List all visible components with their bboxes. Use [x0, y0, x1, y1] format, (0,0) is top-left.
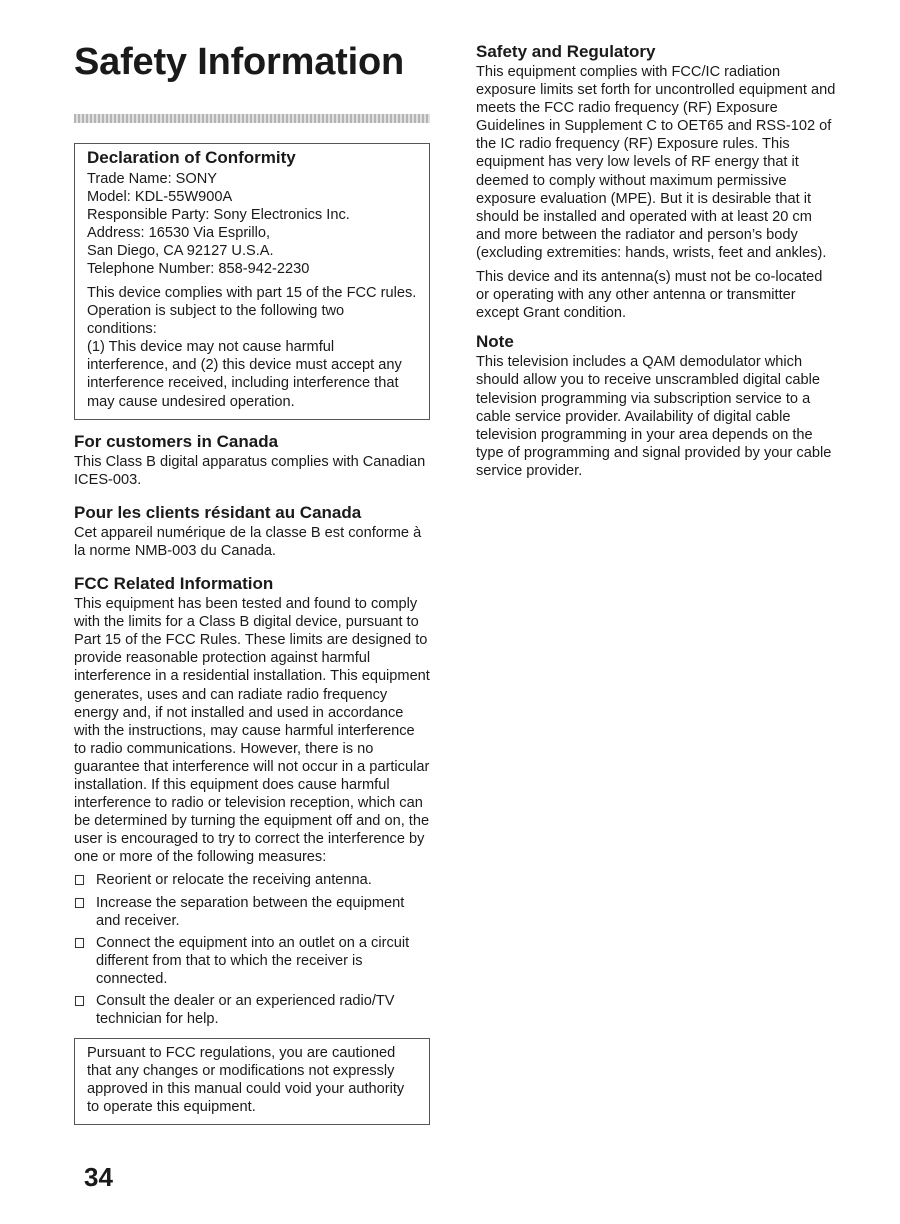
left-column: [74, 30, 430, 1125]
fcc-heading: FCC Related Information: [74, 574, 274, 594]
measure-text: Reorient or relocate the receiving antenna.: [96, 872, 372, 889]
right-column: [476, 42, 836, 480]
fcc-text: This equipment has been tested and found to comply with the limits for a Class B digital device, pursuant to Part 15 of the FCC Rules. These limits are designed to provide reasonable protection against harmful interference in a residential installation. This equipment generates, uses and can radiate radio frequency energy and, if not installed and used in accordance with the instructions, may cause harmful interference to radio communications. However, there is no guarantee that interference will not occur in a particular installation. If this equipment does cause harmful interference to radio or television reception, which can be determined by turning the equipment off and on, the user is encouraged to try to correct the interference by one or more of the following measures:: [74, 596, 430, 866]
measure-text: Consult the dealer or an experienced radio/TV technician for help.: [96, 993, 395, 1028]
canada-heading: For customers in Canada: [74, 431, 279, 451]
checkbox-bullet-icon: [75, 938, 84, 948]
page-number: 34: [84, 1162, 113, 1192]
measures-list: [74, 871, 430, 1028]
fcc-notice-box: [74, 1038, 430, 1124]
city-line: San Diego, CA 92127 U.S.A.: [87, 243, 274, 259]
responsible-party-line: Responsible Party: Sony Electronics Inc.: [87, 207, 350, 223]
declaration-box: [74, 143, 430, 420]
list-item: [74, 992, 430, 1028]
regulatory-paragraph-1: This equipment complies with FCC/IC radiation exposure limits set forth for uncontrolled equipment and meets the FCC radio frequency (RF) Exposure Guidelines in Supplement C to OET65 and RSS-102 of the IC radio frequency (RF) Exposure rules. This equipment has very low levels of RF energy that it deemed to comply without maximum permissive exposure evaluation (MPE). But it is desirable that it should be installed and operated with at least 20 cm and more between the radiator and person’s body (excluding extremities: hands, wrists, feet and ankles).: [476, 64, 836, 261]
list-item: [74, 871, 430, 889]
checkbox-bullet-icon: [75, 898, 84, 908]
note-heading: Note: [476, 332, 514, 352]
regulatory-paragraph-2: This device and its antenna(s) must not be co-located or operating with any other antenna or transmitter except Grant condition.: [476, 269, 823, 322]
note-text: This television includes a QAM demodulator which should allow you to receive unscrambled digital cable television programming via subscription service to a cable service provider. Availability of digital cable television programming in your area depends on the type of programming and signal provided by your cable service provider.: [476, 354, 832, 479]
declaration-paragraph-2: (1) This device may not cause harmful interference, and (2) this device must accept any interference received, including interference that may cause undesired operation.: [87, 339, 402, 410]
trade-name-line: Trade Name: SONY: [87, 171, 218, 187]
measure-text: Increase the separation between the equipment and receiver.: [96, 894, 405, 929]
regulatory-heading: Safety and Regulatory: [476, 42, 656, 61]
canada-fr-heading: Pour les clients résidant au Canada: [74, 502, 362, 522]
telephone-line: Telephone Number: 858-942-2230: [87, 261, 310, 277]
model-line: Model: KDL-55W900A: [87, 189, 233, 205]
declaration-paragraph-1: This device complies with part 15 of the FCC rules. Operation is subject to the following two conditions:: [87, 285, 417, 338]
measure-text: Connect the equipment into an outlet on a circuit different from that to which the receiver is connected.: [96, 934, 410, 987]
checkbox-bullet-icon: [75, 996, 84, 1006]
canada-fr-text: Cet appareil numérique de la classe B est conforme à la norme NMB-003 du Canada.: [74, 524, 422, 559]
declaration-heading: Declaration of Conformity: [87, 148, 296, 167]
list-item: [74, 894, 430, 930]
fcc-notice-text: Pursuant to FCC regulations, you are cautioned that any changes or modifications not expressly approved in this manual could void your authority to operate this equipment.: [87, 1045, 405, 1116]
title-divider: [74, 114, 430, 123]
canada-text: This Class B digital apparatus complies with Canadian ICES-003.: [74, 453, 426, 488]
checkbox-bullet-icon: [75, 875, 84, 885]
address-line: Address: 16530 Via Esprillo,: [87, 225, 271, 241]
list-item: [74, 934, 430, 988]
page-title: Safety Information: [74, 41, 404, 83]
